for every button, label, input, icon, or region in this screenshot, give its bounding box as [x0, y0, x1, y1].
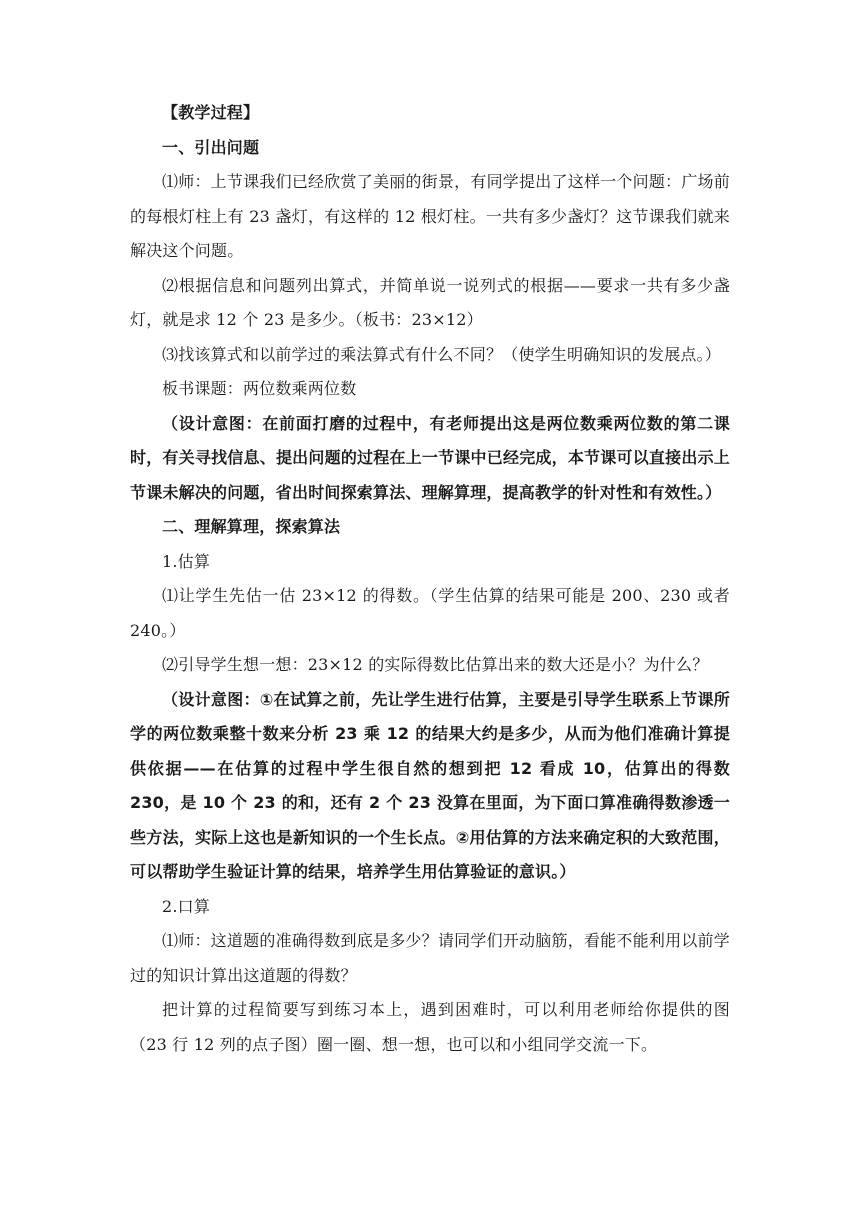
part1-design-intent: （设计意图：在前面打磨的过程中，有老师提出这是两位数乘两位数的第二课时，有关寻找信息、提出问题的过程在上一节课中已经完成，本节课可以直接出示上节课未解决的问题，省出时间探索算法、理解算理，提高教学的针对性和有效性。）: [130, 413, 730, 502]
sub2-title: 2.口算: [162, 896, 211, 916]
document-body: [130, 96, 730, 1062]
part1-paragraph-3: ⑶找该算式和以前学过的乘法算式有什么不同？（使学生明确知识的发展点。）: [162, 344, 722, 364]
sub1-paragraph-2: ⑵引导学生想一想：23×12 的实际得数比估算出来的数大还是小？为什么？: [162, 655, 709, 674]
sub2-paragraph-2: 把计算的过程简要写到练习本上，遇到困难时，可以利用老师给你提供的图（23 行 12 列的点子图）圈一圈、想一想，也可以和小组同学交流一下。: [130, 1000, 730, 1054]
part1-paragraph-2: ⑵根据信息和问题列出算式，并简单说一说列式的根据——要求一共有多少盏灯，就是求 12 个 23 是多少。（板书：23×12）: [130, 275, 730, 329]
sub2-paragraph-1: ⑴师：这道题的准确得数到底是多少？请同学们开动脑筋，看能不能利用以前学过的知识计算出这道题的得数？: [130, 931, 730, 985]
part2-design-intent: （设计意图：①在试算之前，先让学生进行估算，主要是引导学生联系上节课所学的两位数乘整十数来分析 23 乘 12 的结果大约是多少，从而为他们准确计算提供依据——在估算的过程中学生很自然的想到把 12 看成 10，估算出的得数 230，是 10 个 23 的和，还有 2 个 23 没算在里面，为下面口算准确得数渗透一些方法，实际上这也是新知识的一个生长点。②用估算的方法来确定积的大致范围，可以帮助学生验证计算的结果，培养学生用估算验证的意识。）: [130, 689, 730, 881]
part1-heading: 一、引出问题: [162, 137, 260, 157]
section-title: 【教学过程】: [162, 103, 260, 122]
part2-heading: 二、理解算理，探索算法: [162, 517, 341, 536]
part1-paragraph-1: ⑴师：上节课我们已经欣赏了美丽的街景，有同学提出了这样一个问题：广场前的每根灯柱上有 23 盏灯，有这样的 12 根灯柱。一共有多少盏灯？这节课我们就来解决这个问题。: [130, 172, 730, 260]
sub1-title: 1.估算: [162, 551, 211, 571]
sub1-paragraph-1: ⑴让学生先估一估 23×12 的得数。（学生估算的结果可能是 200、230 或者 240。）: [130, 586, 730, 640]
board-title: 板书课题：两位数乘两位数: [162, 379, 357, 398]
